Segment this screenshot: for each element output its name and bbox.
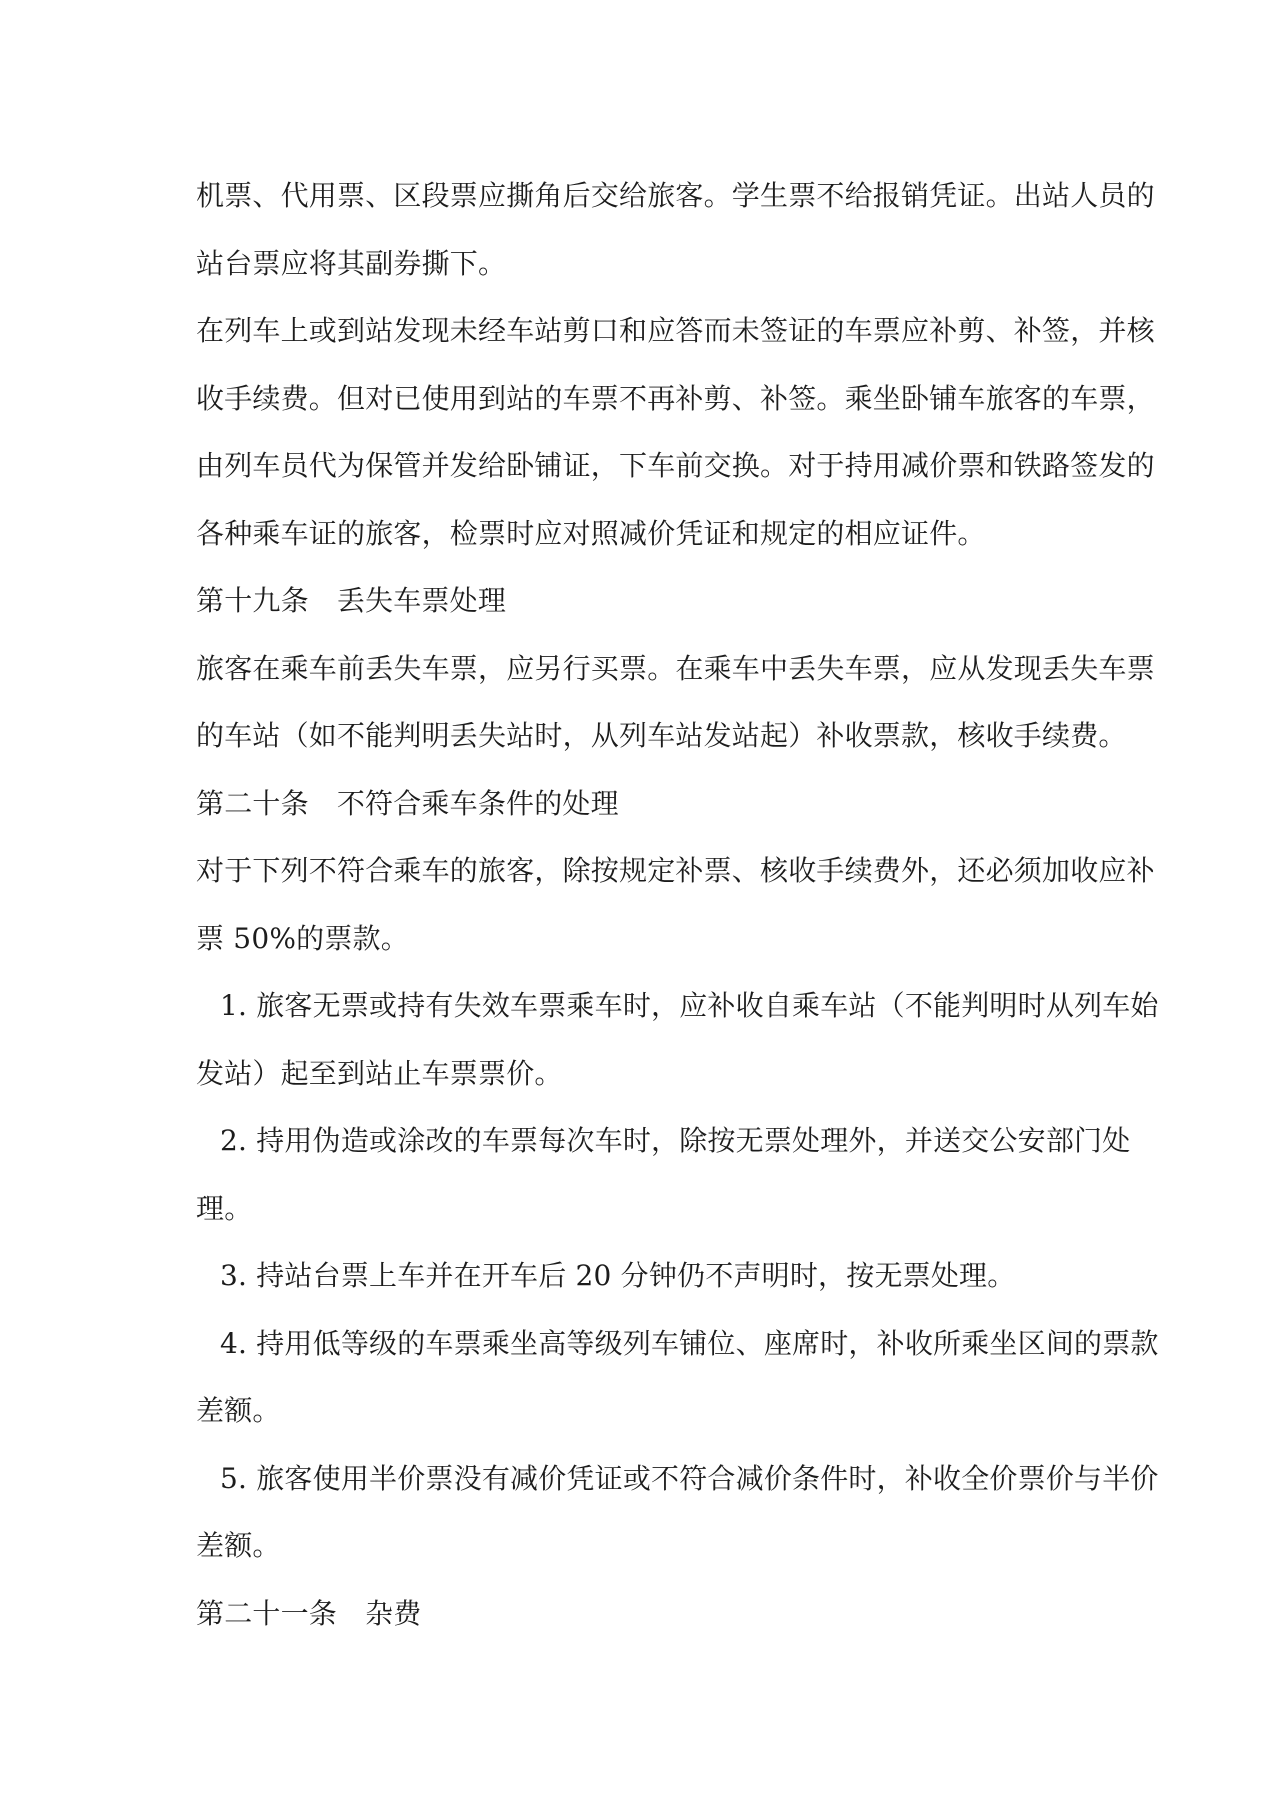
list-item-1: 1. 旅客无票或持有失效车票乘车时，应补收自乘车站（不能判明时从列车始: [220, 989, 1159, 1022]
article-21-heading: [196, 1580, 1096, 1648]
article-title: 不符合乘车条件的处理: [336, 786, 619, 820]
list-item-3: 3. 持站台票上车并在开车后 20 分钟仍不声明时，按无票处理。: [220, 1259, 1016, 1292]
list-item-2: 2. 持用伪造或涂改的车票每次车时，除按无票处理外，并送交公安部门处: [220, 1124, 1131, 1157]
paragraph-line: 机票、代用票、区段票应撕角后交给旅客。学生票不给报销凭证。出站人员的: [196, 179, 1155, 212]
article-title: 丢失车票处理: [336, 584, 507, 617]
list-item-5-continuation: 差额。: [196, 1529, 281, 1562]
paragraph-line: 由列车员代为保管并发给卧铺证，下车前交换。对于持用减价票和铁路签发的: [196, 449, 1155, 482]
list-item-1-continuation: 发站）起至到站止车票票价。: [196, 1056, 563, 1090]
article-number: 第二十一条: [196, 1596, 338, 1630]
paragraph-line: 站台票应将其副券撕下。: [196, 246, 507, 280]
paragraph-line: 对于下列不符合乘车的旅客，除按规定补票、核收手续费外，还必须加收应补: [196, 854, 1155, 887]
paragraph-line: 各种乘车证的旅客，检票时应对照减价凭证和规定的相应证件。: [196, 516, 986, 550]
list-item-4: 4. 持用低等级的车票乘坐高等级列车铺位、座席时，补收所乘坐区间的票款: [220, 1326, 1159, 1360]
article-title: 杂费: [365, 1596, 422, 1630]
document-body: [196, 162, 1159, 1647]
list-item-5: 5. 旅客使用半价票没有减价凭证或不符合减价条件时，补收全价票价与半价: [220, 1461, 1159, 1495]
article-19-heading: [196, 567, 1096, 635]
article-number: 第十九条: [196, 584, 309, 617]
list-item-2-continuation: 理。: [196, 1191, 253, 1225]
paragraph-line: 旅客在乘车前丢失车票，应另行买票。在乘车中丢失车票，应从发现丢失车票: [196, 651, 1155, 685]
list-item-4-continuation: 差额。: [196, 1394, 281, 1427]
paragraph-line: 票 50%的票款。: [196, 921, 409, 955]
paragraph-line: 在列车上或到站发现未经车站剪口和应答而未签证的车票应补剪、补签，并核: [196, 314, 1155, 347]
article-number: 第二十条: [196, 786, 309, 820]
article-20-heading: [196, 770, 1096, 838]
paragraph-line: 收手续费。但对已使用到站的车票不再补剪、补签。乘坐卧铺车旅客的车票，: [196, 381, 1155, 415]
paragraph-line: 的车站（如不能判明丢失站时，从列车站发站起）补收票款，核收手续费。: [196, 719, 1127, 752]
